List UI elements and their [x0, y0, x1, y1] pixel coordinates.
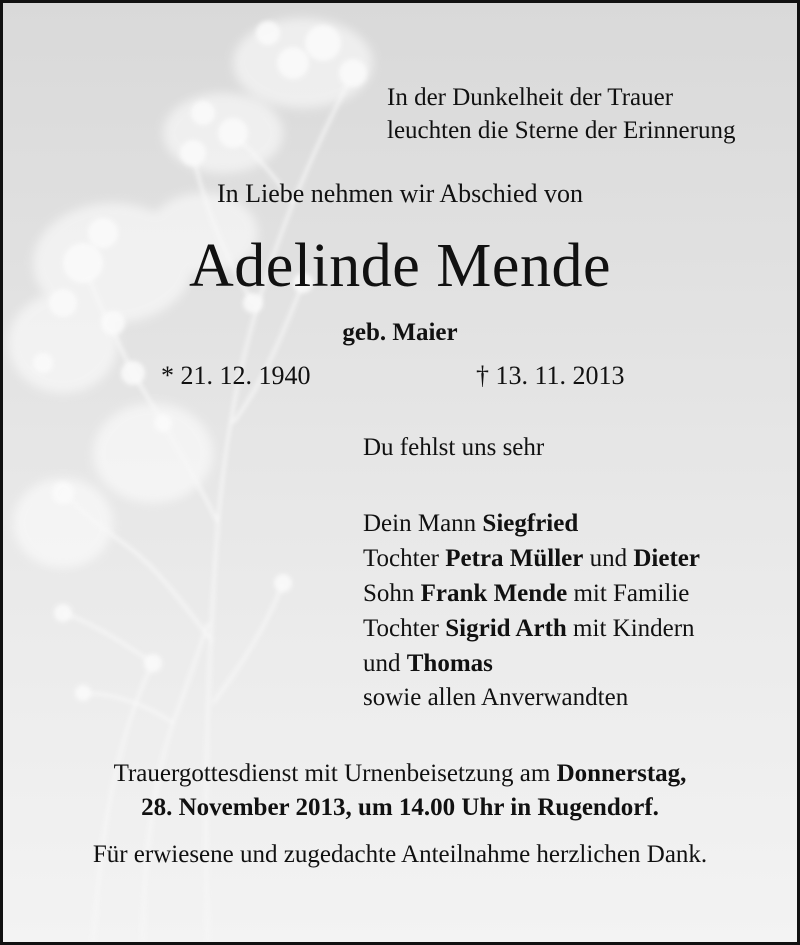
family-name: Petra Müller [445, 545, 584, 572]
quote-line-2: leuchten die Sterne der Erinnerung [387, 117, 736, 144]
birth-date: * 21. 12. 1940 [161, 361, 311, 390]
family-conjunction: und [583, 545, 634, 572]
family-relation: Tochter [363, 545, 446, 572]
family-name: Siegfried [482, 510, 579, 537]
deceased-name: Adelinde Mende [189, 232, 611, 300]
family-relation: sowie allen Anverwandten [363, 684, 629, 711]
service-line-1 [3, 759, 797, 789]
family-name: Thomas [406, 650, 493, 677]
family-relation: Tochter [363, 615, 446, 642]
family-line-4 [363, 614, 695, 644]
family-line-3 [363, 579, 689, 609]
service-date-place: 28. November 2013, um 14.00 Uhr in Rugendorf. [141, 794, 659, 821]
family-relation: Sohn [363, 580, 421, 607]
birth-name: geb. Maier [342, 319, 458, 346]
thanks-text: Für erwiesene und zugedachte Anteilnahme herzlichen Dank. [92, 841, 708, 868]
family-relation: Dein Mann [363, 510, 483, 537]
family-name: Frank Mende [420, 580, 568, 607]
family-relation: und [363, 650, 407, 677]
death-date: † 13. 11. 2013 [476, 361, 625, 390]
farewell-text: Du fehlst uns sehr [363, 434, 545, 461]
intro-text: In Liebe nehmen wir Abschied von [216, 179, 584, 208]
family-name: Sigrid Arth [445, 615, 567, 642]
family-name: Dieter [633, 545, 700, 572]
service-text: Trauergottesdienst mit Urnenbeisetzung am [113, 760, 557, 787]
family-line-6 [363, 683, 628, 713]
service-line-2 [3, 793, 797, 823]
family-suffix: mit Kindern [566, 615, 695, 642]
service-day: Donnerstag, [556, 760, 687, 787]
family-line-2 [363, 544, 700, 574]
quote-line-1: In der Dunkelheit der Trauer [387, 84, 674, 111]
family-suffix: mit Familie [567, 580, 690, 607]
family-line-1 [363, 509, 578, 539]
family-line-5 [363, 649, 493, 679]
